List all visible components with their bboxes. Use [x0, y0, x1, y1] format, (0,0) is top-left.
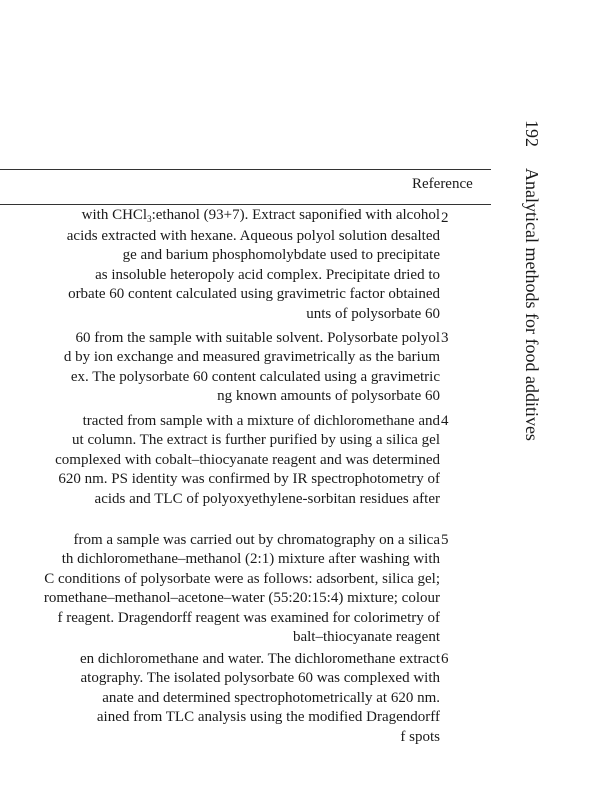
- description-line: ained from TLC analysis using the modified Dragendorff: [96, 709, 440, 726]
- description-line: as insoluble heteropoly acid complex. Precipitate dried to: [95, 266, 440, 283]
- description-line: 60 from the sample with suitable solvent. Polysorbate polyol: [75, 330, 440, 346]
- description-line: ng known amounts of polysorbate 60: [217, 388, 440, 405]
- description-line: ut column. The extract is further purified by using a silica gel: [72, 432, 440, 449]
- description-line: f reagent. Dragendorff reagent was examined for colorimetry of: [57, 609, 440, 626]
- reference-number: 3: [441, 330, 449, 346]
- description-line: from a sample was carried out by chromatography on a silica: [73, 532, 440, 548]
- description-line: unts of polysorbate 60: [306, 305, 440, 322]
- description-line: anate and determined spectrophotometrically at 620 nm.: [102, 689, 440, 706]
- description-line: ge and barium phosphomolybdate used to precipitate: [122, 247, 440, 264]
- reference-number: 4: [441, 413, 449, 429]
- description-line: acids and TLC of polyoxyethylene-sorbitan residues after: [94, 490, 440, 507]
- description-line: complexed with cobalt–thiocyanate reagent and was determined: [55, 451, 440, 468]
- table-top-rule: [0, 169, 491, 170]
- running-head-title: Analytical methods for food additives: [522, 168, 542, 441]
- description-line: balt–thiocyanate reagent: [292, 629, 440, 645]
- reference-number: 2: [441, 210, 449, 226]
- description-line: tracted from sample with a mixture of dichloromethane and: [82, 413, 440, 429]
- description-line: C conditions of polysorbate were as follows: adsorbent, silica gel;: [44, 570, 440, 587]
- description-line: ex. The polysorbate 60 content calculated using a gravimetric: [70, 368, 440, 385]
- description-line: th dichloromethane–methanol (2:1) mixture after washing with: [61, 551, 440, 568]
- description-line: acids extracted with hexane. Aqueous polyol solution desalted: [66, 228, 440, 244]
- description-line: with CHCl$_3$:ethanol (93+7). Extract saponified with alcohol: [81, 207, 440, 224]
- page-number: 192: [522, 120, 542, 147]
- description-line: atography. The isolated polysorbate 60 was complexed with: [80, 670, 440, 687]
- description-line: d by ion exchange and measured gravimetrically as the barium: [63, 349, 440, 366]
- reference-number: 6: [441, 651, 449, 667]
- reference-column-header: Reference: [412, 176, 473, 192]
- description-line: en dichloromethane and water. The dichloromethane extract: [80, 651, 440, 667]
- description-line: 620 nm. PS identity was confirmed by IR spectrophotometry of: [58, 471, 440, 488]
- table-header-rule: [0, 204, 491, 205]
- description-line: f spots: [400, 728, 440, 745]
- description-line: orbate 60 content calculated using gravimetric factor obtained: [68, 286, 440, 303]
- reference-number: 5: [441, 532, 449, 548]
- description-line: romethane–methanol–acetone–water (55:20:15:4) mixture; colour: [43, 590, 440, 607]
